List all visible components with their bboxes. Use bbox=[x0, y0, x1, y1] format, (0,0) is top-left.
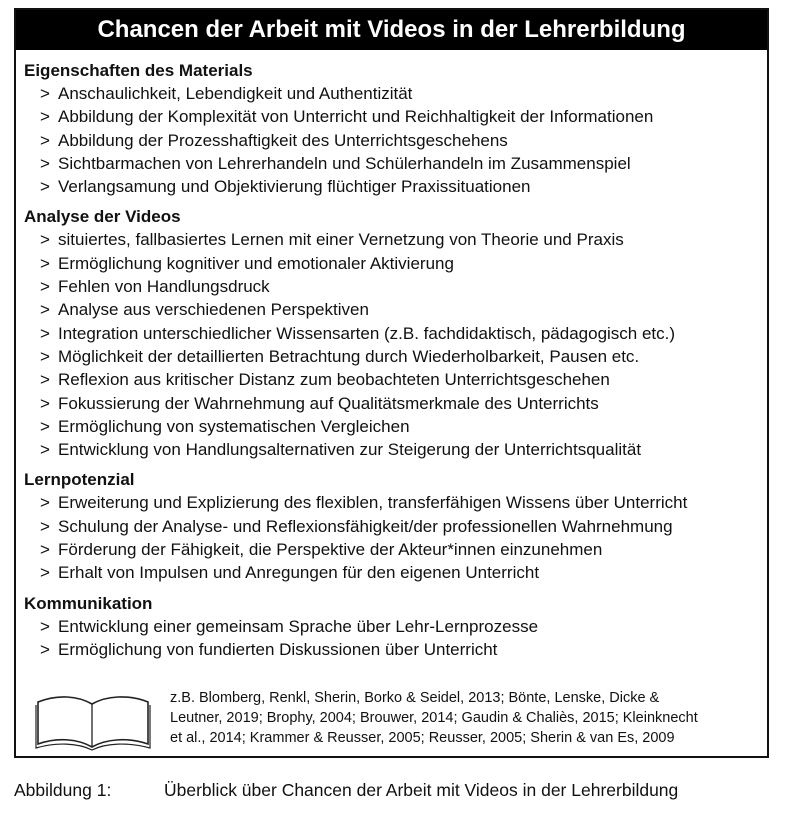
bullet-marker: > bbox=[40, 107, 50, 127]
list-item bbox=[24, 438, 763, 461]
section-eigenschaften bbox=[24, 60, 763, 198]
list-item-text: Integration unterschiedlicher Wissensarten (z.B. fachdidaktisch, pädagogisch etc.) bbox=[58, 323, 676, 343]
list-item bbox=[24, 298, 763, 321]
list-item bbox=[24, 392, 763, 415]
list-item-text: Ermöglichung von fundierten Diskussionen über Unterricht bbox=[58, 639, 498, 659]
bullet-marker: > bbox=[40, 493, 50, 513]
reference-line: z.B. Blomberg, Renkl, Sherin, Borko & Seidel, 2013; Bönte, Lenske, Dicke & bbox=[170, 690, 660, 706]
bullet-marker: > bbox=[40, 393, 50, 413]
list-item-text: situiertes, fallbasiertes Lernen mit einer Vernetzung von Theorie und Praxis bbox=[58, 230, 624, 250]
bullet-marker: > bbox=[40, 130, 50, 150]
list-item bbox=[24, 561, 763, 584]
bullet-list bbox=[24, 82, 763, 198]
section-lernpotenzial bbox=[24, 469, 763, 584]
section-heading: Kommunikation bbox=[24, 593, 153, 613]
references-block bbox=[34, 686, 761, 754]
bullet-marker: > bbox=[40, 516, 50, 536]
bullet-marker: > bbox=[40, 346, 50, 366]
bullet-marker: > bbox=[40, 370, 50, 390]
sections-container bbox=[24, 60, 763, 669]
list-item-text: Entwicklung von Handlungsalternativen zur Steigerung der Unterrichtsqualität bbox=[58, 440, 642, 460]
list-item bbox=[24, 275, 763, 298]
caption-label: Abbildung 1: bbox=[14, 780, 112, 800]
list-item-text: Reflexion aus kritischer Distanz zum beobachteten Unterrichtsgeschehen bbox=[58, 370, 610, 390]
list-item-text: Ermöglichung von systematischen Vergleichen bbox=[58, 416, 410, 436]
list-item bbox=[24, 368, 763, 391]
list-item-text: Entwicklung einer gemeinsam Sprache über Lehr-Lernprozesse bbox=[58, 616, 539, 636]
list-item bbox=[24, 252, 763, 275]
list-item-text: Ermöglichung kognitiver und emotionaler Aktivierung bbox=[58, 253, 454, 273]
section-analyse bbox=[24, 206, 763, 461]
list-item-text: Schulung der Analyse- und Reflexionsfähigkeit/der professionellen Wahrnehmung bbox=[58, 516, 673, 536]
open-book-icon bbox=[34, 692, 152, 752]
bullet-marker: > bbox=[40, 153, 50, 173]
bullet-marker: > bbox=[40, 277, 50, 297]
bullet-marker: > bbox=[40, 323, 50, 343]
bullet-marker: > bbox=[40, 253, 50, 273]
list-item-text: Sichtbarmachen von Lehrerhandeln und Schülerhandeln im Zusammenspiel bbox=[58, 153, 631, 173]
list-item-text: Anschaulichkeit, Lebendigkeit und Authentizität bbox=[58, 84, 413, 103]
references-text bbox=[170, 688, 761, 748]
list-item bbox=[24, 345, 763, 368]
list-item-text: Fokussierung der Wahrnehmung auf Qualitätsmerkmale des Unterrichts bbox=[58, 393, 599, 413]
list-item bbox=[24, 129, 763, 152]
list-item bbox=[24, 515, 763, 538]
bullet-marker: > bbox=[40, 300, 50, 320]
section-heading: Lernpotenzial bbox=[24, 470, 135, 490]
list-item-text: Förderung der Fähigkeit, die Perspektive der Akteur*innen einzunehmen bbox=[58, 540, 603, 560]
bullet-list bbox=[24, 615, 763, 662]
figure-title: Chancen der Arbeit mit Videos in der Lehrerbildung bbox=[16, 10, 767, 50]
list-item-text: Abbildung der Komplexität von Unterricht und Reichhaltigkeit der Informationen bbox=[58, 107, 654, 127]
bullet-marker: > bbox=[40, 416, 50, 436]
bullet-list bbox=[24, 491, 763, 584]
list-item-text: Erweiterung und Explizierung des flexiblen, transferfähigen Wissens über Unterricht bbox=[58, 493, 688, 513]
reference-line: et al., 2014; Krammer & Reusser, 2005; Reusser, 2005; Sherin & van Es, 2009 bbox=[170, 730, 675, 746]
section-kommunikation bbox=[24, 593, 763, 662]
list-item bbox=[24, 175, 763, 198]
list-item bbox=[24, 105, 763, 128]
list-item-text: Möglichkeit der detaillierten Betrachtung durch Wiederholbarkeit, Pausen etc. bbox=[58, 346, 640, 366]
figure-box bbox=[14, 8, 769, 758]
bullet-marker: > bbox=[40, 616, 50, 636]
list-item-text: Fehlen von Handlungsdruck bbox=[58, 277, 270, 297]
reference-line: Leutner, 2019; Brophy, 2004; Brouwer, 2014; Gaudin & Chaliès, 2015; Kleinknecht bbox=[170, 710, 698, 726]
caption-text: Überblick über Chancen der Arbeit mit Videos in der Lehrerbildung bbox=[164, 780, 679, 800]
section-heading: Eigenschaften des Materials bbox=[24, 61, 253, 80]
bullet-marker: > bbox=[40, 540, 50, 560]
list-item bbox=[24, 538, 763, 561]
list-item-text: Analyse aus verschiedenen Perspektiven bbox=[58, 300, 369, 320]
list-item bbox=[24, 228, 763, 251]
list-item bbox=[24, 415, 763, 438]
bullet-marker: > bbox=[40, 84, 50, 103]
bullet-list bbox=[24, 228, 763, 461]
list-item bbox=[24, 491, 763, 514]
list-item-text: Verlangsamung und Objektivierung flüchtiger Praxissituationen bbox=[58, 177, 531, 197]
bullet-marker: > bbox=[40, 639, 50, 659]
list-item bbox=[24, 152, 763, 175]
list-item bbox=[24, 322, 763, 345]
list-item-text: Erhalt von Impulsen und Anregungen für den eigenen Unterricht bbox=[58, 563, 540, 583]
bullet-marker: > bbox=[40, 440, 50, 460]
list-item-text: Abbildung der Prozesshaftigkeit des Unterrichtsgeschehens bbox=[58, 130, 508, 150]
bullet-marker: > bbox=[40, 230, 50, 250]
list-item bbox=[24, 82, 763, 105]
bullet-marker: > bbox=[40, 177, 50, 197]
figure-caption bbox=[14, 778, 776, 802]
section-heading: Analyse der Videos bbox=[24, 207, 181, 227]
list-item bbox=[24, 615, 763, 638]
list-item bbox=[24, 638, 763, 661]
bullet-marker: > bbox=[40, 563, 50, 583]
